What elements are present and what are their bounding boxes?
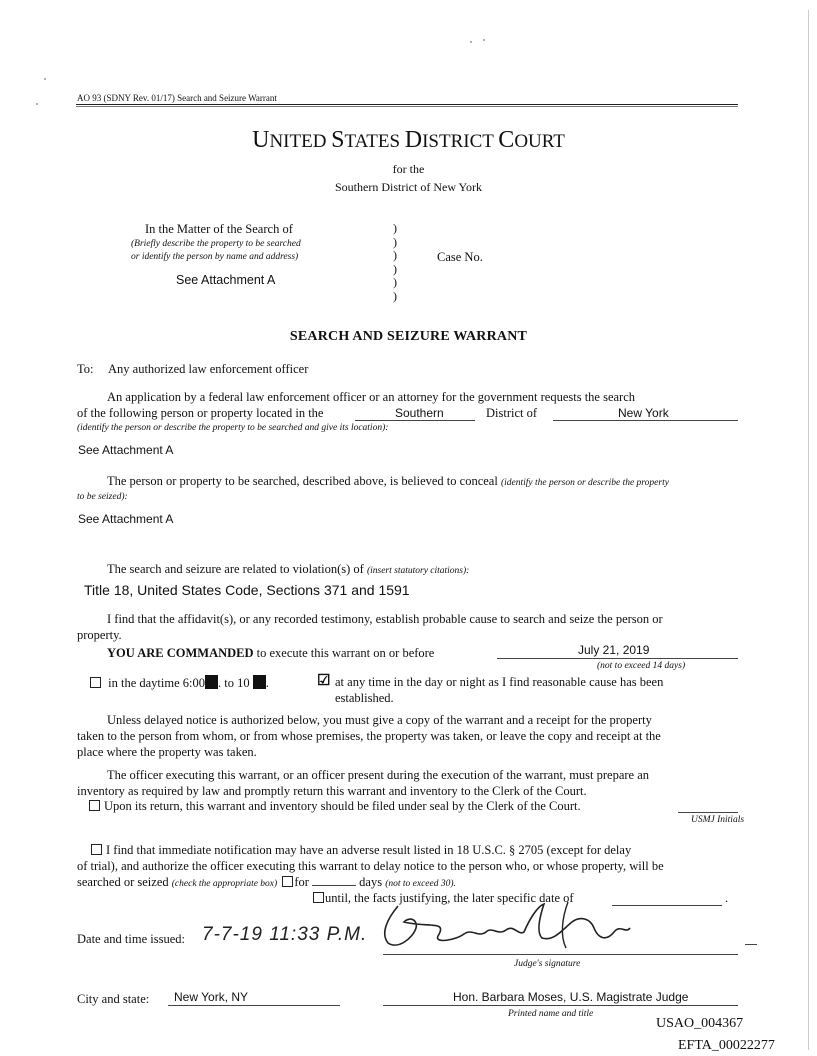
handwritten-date-time: 7-7-19 11:33 P.M.	[202, 924, 368, 945]
para5-line2: taken to the person from whom, or from whose premises, the property was taken, or leave the copy and receipt at the	[77, 729, 661, 743]
district-value: Southern	[395, 406, 444, 420]
para1-line1: An application by a federal law enforcement officer or an attorney for the government requests the search	[107, 390, 636, 404]
initials-underline	[678, 812, 738, 813]
until-period: .	[725, 891, 729, 905]
command-date: July 21, 2019	[578, 643, 650, 657]
case-no-label: Case No.	[437, 250, 483, 264]
header-rule	[76, 104, 738, 105]
for-the: for the	[392, 162, 425, 176]
redaction	[253, 675, 266, 689]
para6-line2: inventory as required by law and promptly return this warrant and inventory to the Clerk of the Court.	[77, 784, 587, 798]
city-state-label: City and state:	[77, 992, 150, 1006]
anytime-option-line1: at any time in the day or night as I find reasonable cause has been	[335, 675, 664, 689]
para4-line2: property.	[77, 628, 122, 642]
to-label: To:	[77, 362, 94, 376]
scan-speck	[36, 103, 38, 105]
seal-checkbox[interactable]	[89, 800, 100, 811]
para5-line3: place where the property was taken.	[77, 745, 257, 759]
signature-underline	[383, 954, 738, 955]
judge-name-label: Printed name and title	[508, 1009, 594, 1019]
para5-line1: Unless delayed notice is authorized below, you must give a copy of the warrant and a receipt for the property	[107, 713, 652, 727]
para3-value: Title 18, United States Code, Sections 371 and 1591	[84, 582, 410, 598]
issued-label: Date and time issued:	[77, 932, 185, 946]
para1-line2a: of the following person or property located in the	[77, 406, 324, 420]
para7-line3: searched or seized (check the appropriate box) for days (not to exceed 30).	[77, 875, 456, 889]
initials-label: USMJ Initials	[691, 815, 745, 825]
para1-line2b: District of	[486, 406, 538, 420]
court-title: UNITED STATES DISTRICT COURT	[252, 127, 565, 153]
para6-line3: Upon its return, this warrant and inventory should be filed under seal by the Clerk of the Court.	[89, 799, 581, 814]
warrant-heading: SEARCH AND SEIZURE WARRANT	[289, 329, 528, 344]
state-value: New York	[618, 406, 669, 420]
judge-signature	[368, 898, 728, 958]
scan-speck	[470, 41, 472, 43]
district-name: Southern District of New York	[335, 180, 482, 194]
anytime-option-line2: established.	[335, 691, 394, 705]
scan-mark	[745, 944, 757, 945]
command-line: YOU ARE COMMANDED to execute this warrant on or before	[107, 646, 435, 660]
para7-line2: of trial), and authorize the officer executing this warrant to delay notice to the person who, or whose property, will be	[77, 859, 664, 873]
district-underline	[355, 420, 475, 421]
redaction	[205, 675, 218, 689]
caption-matter: In the Matter of the Search of	[145, 222, 293, 236]
para3-line: The search and seizure are related to violation(s) of (insert statutory citations):	[107, 562, 470, 576]
form-id: AO 93 (SDNY Rev. 01/17) Search and Seizure Warrant	[77, 93, 277, 103]
state-underline	[553, 420, 738, 421]
signature-label: Judge's signature	[514, 959, 581, 969]
para6-line1: The officer executing this warrant, or an officer present during the execution of the warrant, must prepare an	[107, 768, 650, 782]
para7-line4: until, the facts justifying, the later specific date of	[313, 891, 574, 906]
caption-instr-2: or identify the person by name and address)	[131, 252, 299, 262]
until-checkbox[interactable]	[313, 892, 324, 903]
para2-instr2: to be seized):	[77, 492, 128, 502]
city-state-value: New York, NY	[174, 990, 249, 1004]
header-rule-2	[76, 106, 738, 107]
daytime-option: in the daytime 6:00 . to 10 .	[90, 675, 269, 691]
daytime-checkbox[interactable]	[90, 677, 101, 688]
para2-value: See Attachment A	[78, 512, 174, 526]
para1-value: See Attachment A	[78, 443, 174, 457]
command-date-note: (not to exceed 14 days)	[597, 661, 686, 671]
caption-value: See Attachment A	[176, 273, 276, 287]
caption-parens: ) ) ) ) ) )	[393, 221, 397, 303]
scan-speck	[44, 78, 46, 80]
para4-line1: I find that the affidavit(s), or any recorded testimony, establish probable cause to search and seize the person or	[107, 612, 663, 626]
bates-usao: USAO_004367	[656, 1016, 744, 1031]
command-date-underline	[497, 658, 738, 659]
anytime-checkbox-checked-icon[interactable]: ☑	[317, 673, 331, 689]
judge-name: Hon. Barbara Moses, U.S. Magistrate Judge	[453, 990, 689, 1004]
judge-name-underline	[383, 1005, 738, 1006]
scan-speck	[483, 39, 485, 41]
para7-line1: I find that immediate notification may have an adverse result listed in 18 U.S.C. § 2705 (except for delay	[91, 843, 631, 858]
bates-efta: EFTA_00022277	[678, 1038, 775, 1053]
para2-line1: The person or property to be searched, described above, is believed to conceal (identify the person or describe the property	[107, 474, 669, 488]
delay-notice-checkbox[interactable]	[91, 844, 102, 855]
city-state-underline	[168, 1005, 340, 1006]
para1-instr: (identify the person or describe the property to be searched and give its location):	[77, 423, 389, 433]
caption-instr-1: (Briefly describe the property to be searched	[131, 239, 301, 249]
days-checkbox[interactable]	[282, 876, 293, 887]
to-text: Any authorized law enforcement officer	[108, 362, 309, 376]
